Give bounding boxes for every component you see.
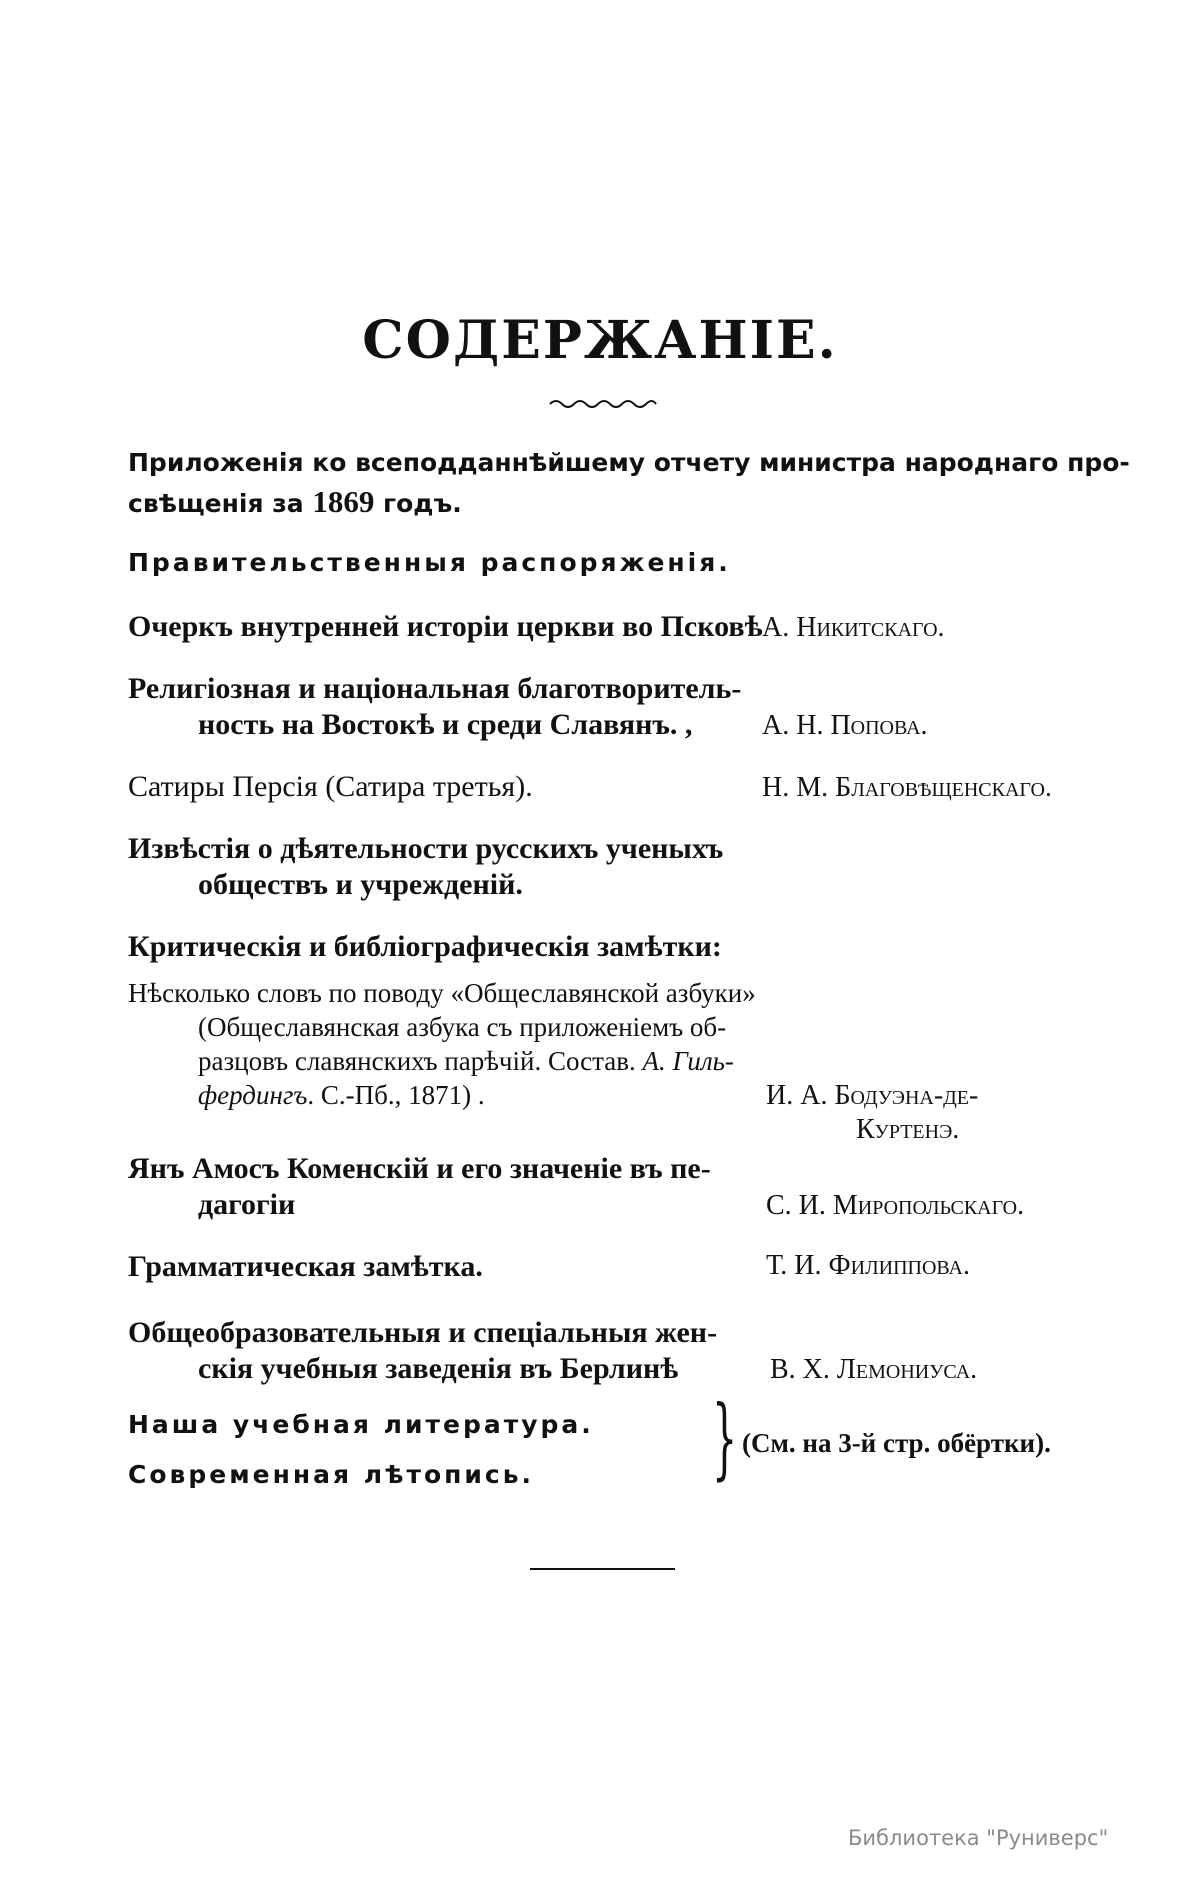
- toc-grammar-author: Т. И. Филиппова.: [766, 1250, 970, 1281]
- toc-women-line1: Общеобразовательныя и спеціальныя жен-: [128, 1316, 718, 1349]
- toc-church-title: Очеркъ внутренней исторіи церкви во Псковѣ: [128, 610, 763, 643]
- toc-charity-line1: Религіозная и національная благотворитель-: [128, 672, 742, 705]
- toc-appendix-line2: [128, 484, 462, 520]
- toc-critical-line3a: разцовъ славянскихъ парѣчій. Состав.: [198, 1046, 643, 1076]
- toc-critical-author1: И. А. Бодуэна-де-: [766, 1080, 979, 1111]
- curly-brace-icon: }: [712, 1386, 738, 1489]
- toc-critical-author2: Куртенэ.: [856, 1114, 960, 1145]
- toc-women-line2: скія учебныя заведенія въ Берлинѣ: [198, 1352, 679, 1385]
- bottom-divider: [530, 1568, 675, 1570]
- toc-brace-note: (См. на 3-й стр. обёртки).: [742, 1428, 1051, 1458]
- toc-critical-line2: (Общеславянская азбука съ приложеніемъ об-: [198, 1012, 727, 1042]
- toc-satires-title: Сатиры Персія (Сатира третья).: [128, 770, 533, 803]
- toc-critical-line4b: . С.-Пб., 1871) .: [307, 1080, 485, 1110]
- toc-women-author: В. Х. Лемониуса.: [770, 1354, 978, 1385]
- toc-comenius-line1: Янъ Амосъ Коменскій и его значеніе въ пе-: [128, 1152, 711, 1185]
- toc-critical-line3: [198, 1046, 734, 1077]
- toc-appendix-line2b: годъ.: [374, 489, 462, 518]
- toc-satires-author: Н. М. Благовѣщенскаго.: [762, 772, 1052, 803]
- toc-comenius-line2: дагогіи: [198, 1188, 296, 1221]
- toc-charity-author: А. Н. Попова.: [762, 710, 928, 741]
- toc-appendix-line2a: свѣщенія за: [128, 489, 313, 518]
- toc-charity-line2: ность на Востокѣ и среди Славянъ. ,: [198, 708, 693, 741]
- toc-literature: Наша учебная литература.: [128, 1410, 594, 1439]
- page-title: СОДЕРЖАНІЕ.: [362, 310, 838, 371]
- toc-appendix-year: 1869: [312, 484, 375, 519]
- toc-critical-line1: Нѣсколько словъ по поводу «Общеславянской азбуки»: [128, 978, 756, 1008]
- toc-appendix-line1: Приложенія ко всеподданнѣйшему отчету министра народнаго про-: [128, 448, 1130, 477]
- toc-critical-heading: Критическія и библіографическія замѣтки:: [128, 930, 722, 963]
- toc-critical-line4a: фердингъ: [198, 1080, 308, 1110]
- toc-church-author: А. Никитскаго.: [762, 612, 945, 643]
- wavy-ornament: [548, 396, 658, 412]
- toc-news-line2: обществъ и учрежденій.: [198, 868, 523, 901]
- toc-news-line1: Извѣстія о дѣятельности русскихъ ученыхъ: [128, 832, 724, 865]
- toc-chronicle: Современная лѣтопись.: [128, 1460, 535, 1489]
- toc-grammar-title: Грамматическая замѣтка.: [128, 1250, 483, 1283]
- toc-critical-line4: [198, 1080, 485, 1111]
- library-watermark: Библиотека "Руниверс": [848, 1826, 1109, 1850]
- toc-govt-orders: Правительственныя распоряженія.: [128, 548, 731, 577]
- toc-critical-line3b: А. Гиль-: [642, 1046, 734, 1076]
- toc-comenius-author: С. И. Миропольскаго.: [766, 1190, 1025, 1221]
